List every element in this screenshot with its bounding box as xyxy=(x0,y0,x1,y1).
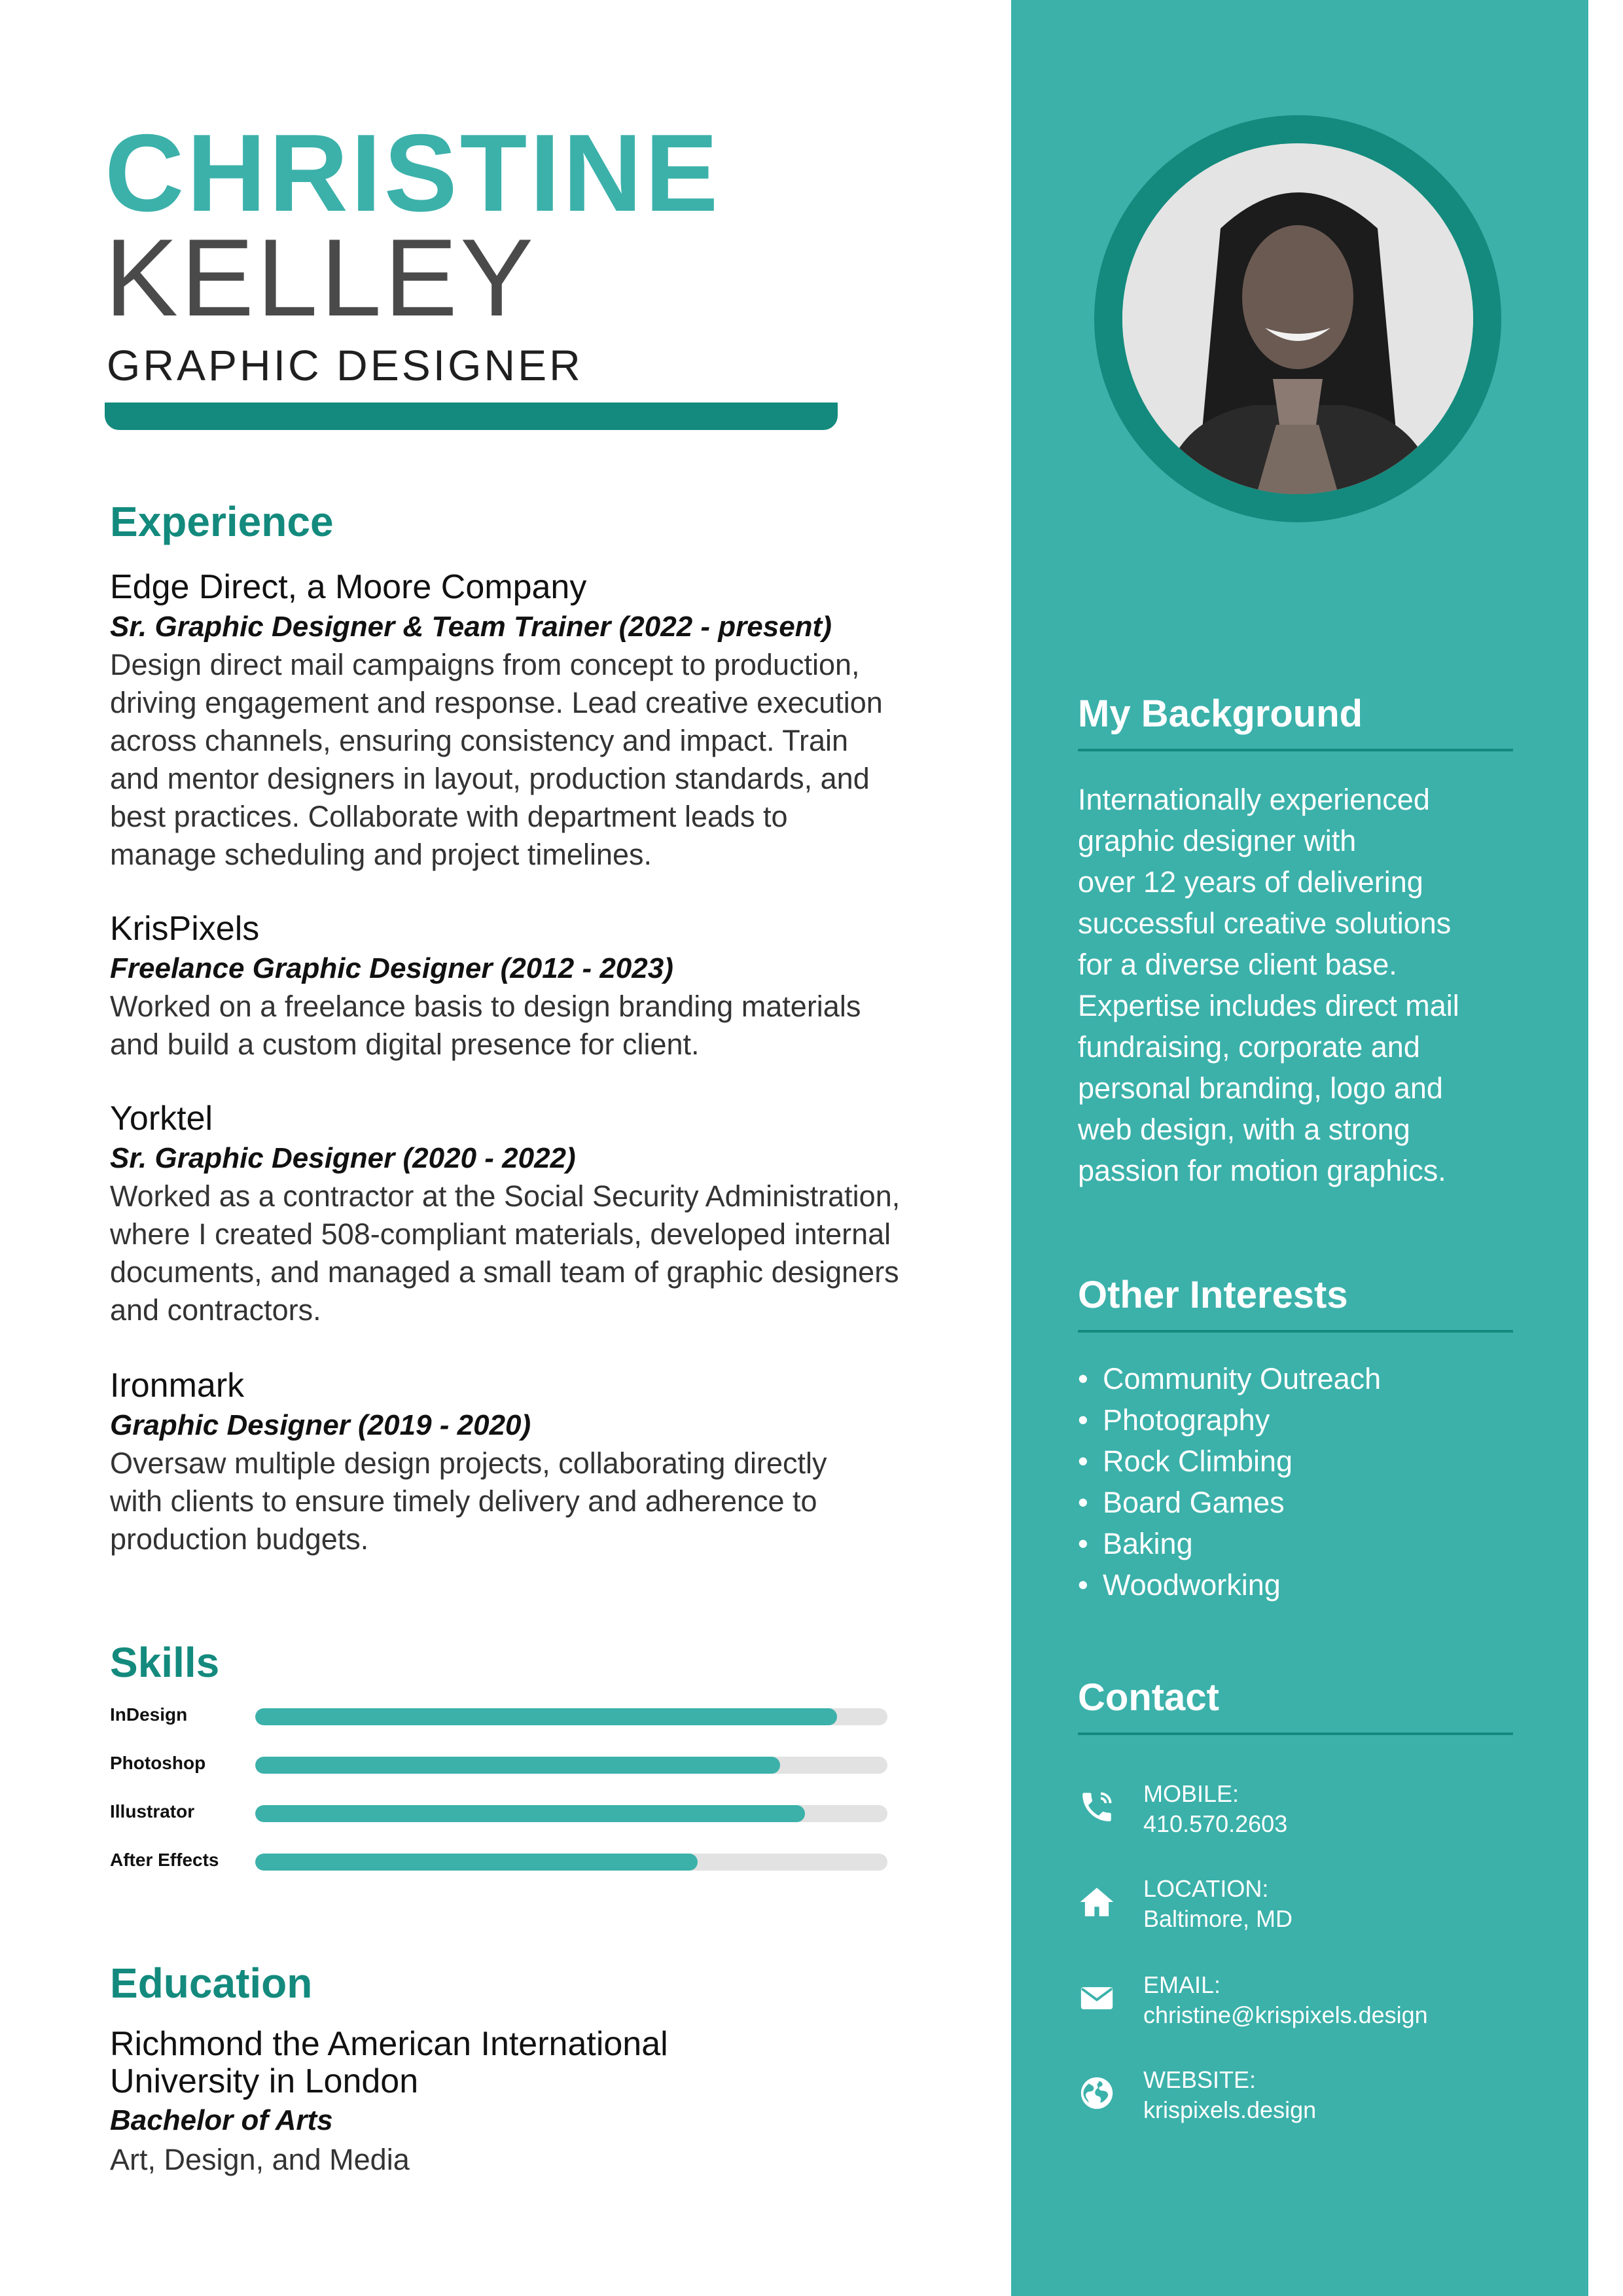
contact-email[interactable] xyxy=(1078,1970,1536,2036)
list-item xyxy=(1078,1482,1381,1523)
contact-value[interactable]: christine@krispixels.design xyxy=(1143,2001,1428,2028)
interest-label: Board Games xyxy=(1103,1486,1285,1519)
job-role: Graphic Designer (2019 - 2020) xyxy=(110,1408,531,1441)
contact-label: MOBILE: xyxy=(1143,1780,1240,1807)
job-entry xyxy=(110,568,921,874)
interests-heading: Other Interests xyxy=(1078,1276,1513,1333)
skill-label: Illustrator xyxy=(110,1801,195,1821)
bullet-icon: • xyxy=(1078,1568,1088,1602)
background-line: Expertise includes direct mail xyxy=(1078,989,1459,1022)
description-line: where I created 508-compliant materials, developed internal xyxy=(110,1217,891,1251)
background-heading: My Background xyxy=(1078,695,1513,751)
skills-heading: Skills xyxy=(110,1639,220,1686)
contact-label: EMAIL: xyxy=(1143,1971,1221,1998)
skill-row xyxy=(110,1702,895,1750)
contact-value[interactable]: 410.570.2603 xyxy=(1143,1810,1288,1837)
description-line: Worked on a freelance basis to design branding materials xyxy=(110,990,861,1024)
bullet-icon: • xyxy=(1078,1403,1088,1437)
globe-icon xyxy=(1078,2074,1116,2112)
interest-label: Community Outreach xyxy=(1103,1362,1382,1395)
list-item xyxy=(1078,1564,1381,1605)
description-line: best practices. Collaborate with department leads to xyxy=(110,800,788,834)
profile-photo-ring xyxy=(1094,115,1501,522)
job-role: Sr. Graphic Designer (2020 - 2022) xyxy=(110,1141,576,1174)
skill-label: InDesign xyxy=(110,1704,188,1725)
interest-label: Rock Climbing xyxy=(1103,1444,1293,1478)
list-item xyxy=(1078,1358,1381,1399)
skill-row xyxy=(110,1847,895,1895)
skill-bar-track xyxy=(255,1854,887,1871)
description-line: and contractors. xyxy=(110,1293,321,1327)
contact-heading: Contact xyxy=(1078,1679,1513,1735)
education-entry xyxy=(110,2026,928,2179)
title-underline-bar xyxy=(105,403,838,430)
description-line: Design direct mail campaigns from concept to production, xyxy=(110,648,860,682)
description-line: documents, and managed a small team of graphic designers xyxy=(110,1255,899,1289)
first-name: CHRISTINE xyxy=(105,111,721,234)
interest-label: Woodworking xyxy=(1103,1568,1281,1602)
job-entry xyxy=(110,1367,921,1558)
school-name-line: Richmond the American International xyxy=(110,2025,668,2063)
list-item xyxy=(1078,1399,1381,1441)
skill-bar-fill xyxy=(255,1805,805,1822)
envelope-icon xyxy=(1078,1979,1116,2017)
job-entry xyxy=(110,1100,921,1329)
contact-label: LOCATION: xyxy=(1143,1875,1269,1902)
list-item xyxy=(1078,1441,1381,1482)
description-line: manage scheduling and project timelines. xyxy=(110,838,652,872)
skill-row xyxy=(110,1750,895,1799)
background-line: successful creative solutions xyxy=(1078,906,1452,940)
skill-bar-track xyxy=(255,1757,887,1774)
sidebar xyxy=(1011,0,1588,2296)
contact-website[interactable] xyxy=(1078,2065,1536,2130)
job-company: KrisPixels xyxy=(110,910,260,948)
job-role: Freelance Graphic Designer (2012 - 2023) xyxy=(110,952,673,984)
description-line: and mentor designers in layout, production standards, and xyxy=(110,762,870,796)
skill-bar-fill xyxy=(255,1854,698,1871)
job-company: Edge Direct, a Moore Company xyxy=(110,568,587,606)
skills-list xyxy=(110,1702,895,1895)
description-line: production budgets. xyxy=(110,1522,369,1556)
interest-label: Photography xyxy=(1103,1403,1270,1437)
job-role: Sr. Graphic Designer & Team Trainer (2022 - present) xyxy=(110,610,832,643)
job-description xyxy=(110,1444,921,1558)
bullet-icon: • xyxy=(1078,1444,1088,1478)
background-line: over 12 years of delivering xyxy=(1078,865,1423,899)
background-line: fundraising, corporate and xyxy=(1078,1030,1420,1064)
contact-value: Baltimore, MD xyxy=(1143,1905,1293,1932)
experience-heading: Experience xyxy=(110,498,334,545)
skill-bar-track xyxy=(255,1805,887,1822)
education-heading: Education xyxy=(110,1960,313,2007)
skill-bar-track xyxy=(255,1708,887,1725)
home-icon xyxy=(1078,1883,1116,1921)
job-description xyxy=(110,1177,921,1329)
school-name-line: University in London xyxy=(110,2062,419,2100)
list-item xyxy=(1078,1523,1381,1564)
background-text xyxy=(1078,779,1529,1191)
job-title: GRAPHIC DESIGNER xyxy=(107,341,583,389)
description-line: with clients to ensure timely delivery and adherence to xyxy=(110,1484,817,1518)
background-line: personal branding, logo and xyxy=(1078,1071,1443,1105)
description-line: Worked as a contractor at the Social Security Administration, xyxy=(110,1179,901,1213)
school-name xyxy=(110,2026,777,2100)
job-description xyxy=(110,646,921,874)
bullet-icon: • xyxy=(1078,1362,1088,1395)
profile-photo xyxy=(1122,143,1473,494)
background-line: for a diverse client base. xyxy=(1078,948,1397,981)
contact-value[interactable]: krispixels.design xyxy=(1143,2096,1317,2123)
skill-bar-fill xyxy=(255,1708,837,1725)
interest-label: Baking xyxy=(1103,1527,1193,1560)
contact-location[interactable] xyxy=(1078,1874,1536,1939)
job-company: Yorktel xyxy=(110,1100,213,1138)
job-company: Ironmark xyxy=(110,1367,245,1405)
contact-label: WEBSITE: xyxy=(1143,2066,1257,2093)
degree: Bachelor of Arts xyxy=(110,2104,333,2136)
skill-label: Photoshop xyxy=(110,1753,206,1773)
background-line: graphic designer with xyxy=(1078,824,1357,857)
background-line: Internationally experienced xyxy=(1078,783,1430,816)
background-line: web design, with a strong xyxy=(1078,1113,1410,1146)
interests-list xyxy=(1078,1358,1381,1605)
job-entry xyxy=(110,910,921,1064)
bullet-icon: • xyxy=(1078,1486,1088,1519)
skill-label: After Effects xyxy=(110,1850,219,1870)
background-line: passion for motion graphics. xyxy=(1078,1154,1446,1187)
description-line: Oversaw multiple design projects, collaborating directly xyxy=(110,1446,827,1480)
description-line: across channels, ensuring consistency and impact. Train xyxy=(110,724,849,758)
field-of-study: Art, Design, and Media xyxy=(110,2142,410,2176)
person-portrait-icon xyxy=(1122,143,1473,494)
last-name: KELLEY xyxy=(105,216,537,339)
description-line: driving engagement and response. Lead creative execution xyxy=(110,686,883,720)
skill-row xyxy=(110,1799,895,1847)
bullet-icon: • xyxy=(1078,1527,1088,1560)
skill-bar-fill xyxy=(255,1757,780,1774)
job-description xyxy=(110,988,921,1064)
description-line: and build a custom digital presence for client. xyxy=(110,1028,700,1062)
phone-icon xyxy=(1078,1788,1116,1826)
contact-mobile[interactable] xyxy=(1078,1779,1536,1844)
